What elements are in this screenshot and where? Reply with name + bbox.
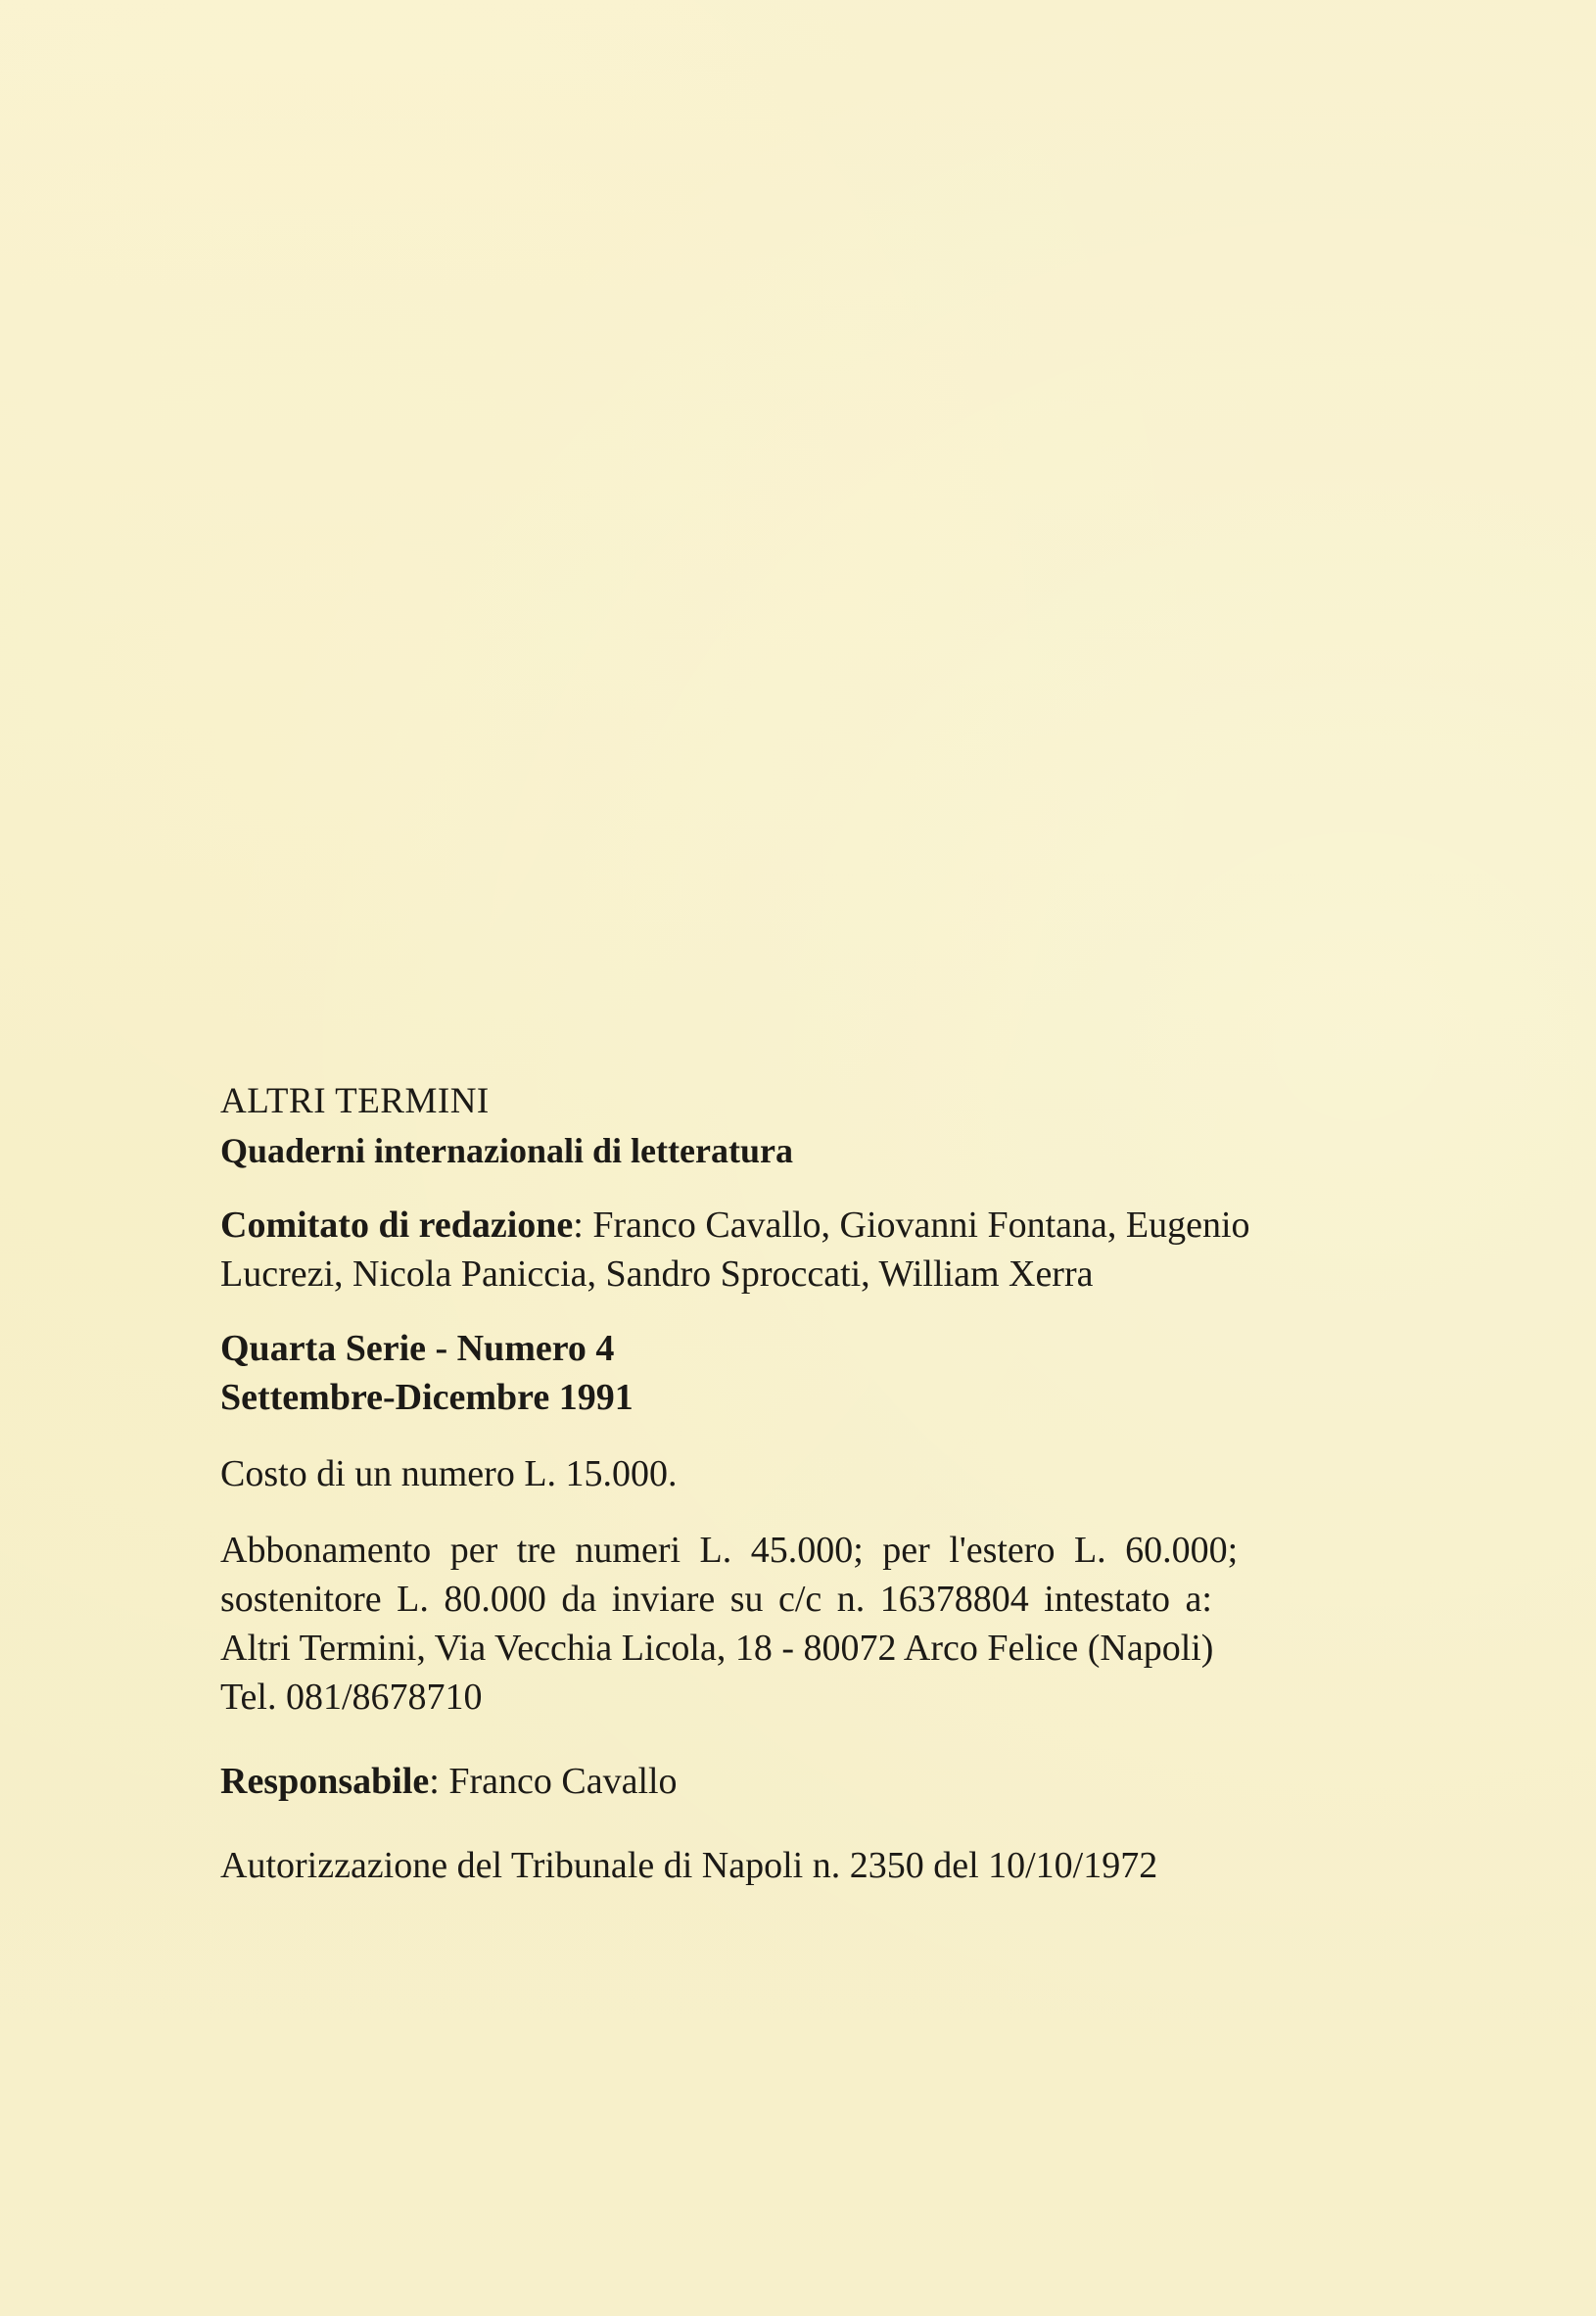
issue-info xyxy=(220,1324,1425,1422)
court-authorization: Autorizzazione del Tribunale di Napoli n. 2350 del 10/10/1972 xyxy=(220,1845,1158,1886)
subscription-line-2: sostenitore L. 80.000 da inviare su c/c n. 16378804 intestato a: xyxy=(220,1579,1212,1620)
issue-period: Settembre-Dicembre 1991 xyxy=(220,1377,634,1418)
editorial-committee-line-1 xyxy=(220,1201,1425,1250)
editorial-committee xyxy=(220,1201,1425,1299)
responsible-line xyxy=(220,1757,1425,1806)
journal-subtitle: Quaderni internazionali di letteratura xyxy=(220,1131,793,1170)
subscription-line-1: Abbonamento per tre numeri L. 45.000; per l'estero L. 60.000; xyxy=(220,1530,1239,1571)
subscription-line-3: Altri Termini, Via Vecchia Licola, 18 - 80072 Arco Felice (Napoli) xyxy=(220,1628,1214,1669)
journal-title: ALTRI TERMINI xyxy=(220,1081,490,1121)
editorial-committee-label: Comitato di redazione xyxy=(220,1205,574,1246)
issue-price: Costo di un numero L. 15.000. xyxy=(220,1453,678,1494)
subscription-info xyxy=(220,1526,1425,1722)
editorial-committee-names-1: : Franco Cavallo, Giovanni Fontana, Eugenio xyxy=(573,1205,1250,1246)
subscription-phone: Tel. 081/8678710 xyxy=(220,1677,483,1718)
issue-series: Quarta Serie - Numero 4 xyxy=(220,1328,615,1369)
colophon xyxy=(220,1077,1425,1890)
editorial-committee-line-2: Lucrezi, Nicola Paniccia, Sandro Sproccati, William Xerra xyxy=(220,1253,1094,1295)
responsible-label: Responsabile xyxy=(220,1761,430,1802)
responsible-name: : Franco Cavallo xyxy=(429,1761,678,1802)
